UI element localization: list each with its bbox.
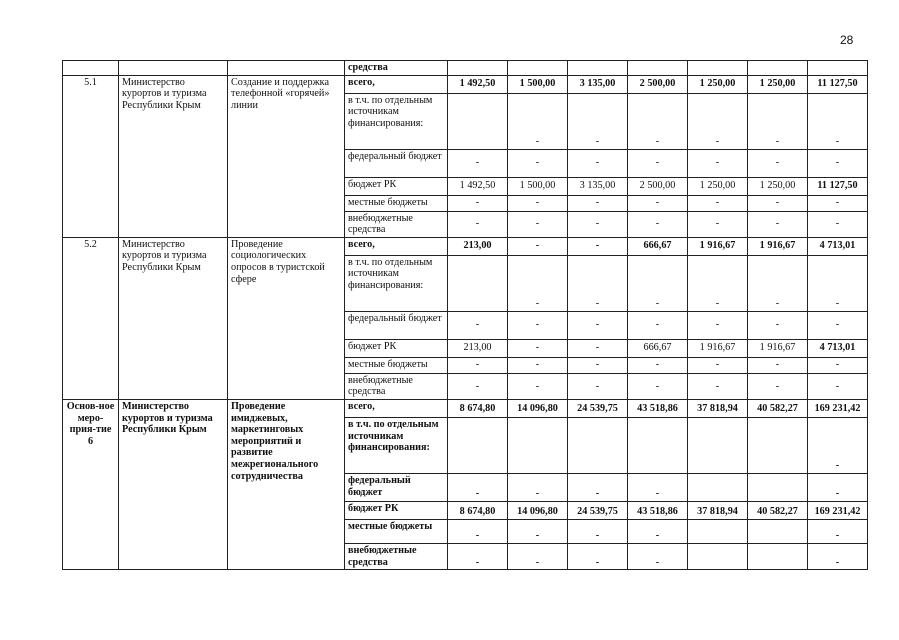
- value-cell: -: [628, 93, 688, 149]
- value-cell: -: [748, 211, 808, 237]
- value-cell: [448, 93, 508, 149]
- total-value-cell: -: [808, 543, 868, 569]
- total-value-cell: 11 127,50: [808, 177, 868, 195]
- value-cell: -: [568, 339, 628, 357]
- total-value-cell: -: [808, 519, 868, 543]
- value-cell: 43 518,86: [628, 501, 688, 519]
- value-cell: -: [748, 311, 808, 339]
- activity-cell: Проведение имиджевых, маркетинговых мероприятий и развитие межрегионального сотрудничества: [228, 399, 345, 569]
- value-cell: -: [568, 519, 628, 543]
- total-value-cell: -: [808, 473, 868, 501]
- value-cell: -: [688, 357, 748, 373]
- value-cell: [448, 61, 508, 76]
- value-cell: -: [628, 543, 688, 569]
- value-cell: [688, 519, 748, 543]
- total-value-cell: -: [808, 417, 868, 473]
- value-cell: -: [688, 93, 748, 149]
- value-cell: 14 096,80: [508, 501, 568, 519]
- source-label-cell: в т.ч. по отдельным источникам финансирования:: [345, 417, 448, 473]
- value-cell: 1 916,67: [688, 339, 748, 357]
- value-cell: -: [568, 255, 628, 311]
- value-cell: -: [508, 93, 568, 149]
- executor-cell: Министерство курортов и туризма Республики Крым: [119, 75, 228, 237]
- value-cell: -: [448, 543, 508, 569]
- value-cell: -: [508, 195, 568, 211]
- total-value-cell: 11 127,50: [808, 75, 868, 93]
- value-cell: 24 539,75: [568, 399, 628, 417]
- source-label-cell: внебюджетные средства: [345, 373, 448, 399]
- page-number: 28: [840, 33, 854, 47]
- value-cell: [748, 543, 808, 569]
- source-label-cell: местные бюджеты: [345, 519, 448, 543]
- value-cell: 14 096,80: [508, 399, 568, 417]
- value-cell: [808, 61, 868, 76]
- value-cell: -: [508, 339, 568, 357]
- value-cell: -: [748, 373, 808, 399]
- value-cell: -: [628, 255, 688, 311]
- total-value-cell: -: [808, 195, 868, 211]
- value-cell: 1 250,00: [748, 177, 808, 195]
- value-cell: -: [508, 211, 568, 237]
- value-cell: 40 582,27: [748, 399, 808, 417]
- value-cell: -: [688, 211, 748, 237]
- value-cell: -: [448, 519, 508, 543]
- value-cell: -: [568, 93, 628, 149]
- value-cell: -: [568, 149, 628, 177]
- total-value-cell: 4 713,01: [808, 237, 868, 255]
- code-cell: [63, 61, 119, 76]
- block-code-cell: 5.1: [63, 75, 119, 237]
- total-value-cell: -: [808, 373, 868, 399]
- source-label-cell: в т.ч. по отдельным источникам финансирования:: [345, 93, 448, 149]
- value-cell: 1 916,67: [748, 237, 808, 255]
- source-label-cell: в т.ч. по отдельным источникам финансирования:: [345, 255, 448, 311]
- value-cell: [748, 61, 808, 76]
- value-cell: 37 818,94: [688, 399, 748, 417]
- source-label-cell: местные бюджеты: [345, 195, 448, 211]
- activity-cell: Создание и поддержка телефонной «горячей» линии: [228, 75, 345, 237]
- value-cell: -: [568, 311, 628, 339]
- source-label-cell: внебюджетные средства: [345, 211, 448, 237]
- value-cell: 8 674,80: [448, 501, 508, 519]
- total-value-cell: 169 231,42: [808, 399, 868, 417]
- value-cell: -: [508, 311, 568, 339]
- value-cell: -: [568, 237, 628, 255]
- source-label-cell: местные бюджеты: [345, 357, 448, 373]
- value-cell: [688, 543, 748, 569]
- value-cell: [688, 61, 748, 76]
- value-cell: 666,67: [628, 339, 688, 357]
- value-cell: -: [688, 373, 748, 399]
- value-cell: -: [628, 357, 688, 373]
- table-row: [63, 237, 868, 255]
- value-cell: -: [688, 149, 748, 177]
- value-cell: -: [448, 195, 508, 211]
- total-value-cell: -: [808, 357, 868, 373]
- value-cell: -: [448, 211, 508, 237]
- table-row: [63, 61, 868, 76]
- value-cell: [748, 417, 808, 473]
- value-cell: 1 916,67: [688, 237, 748, 255]
- financing-table: [62, 60, 868, 570]
- value-cell: -: [508, 255, 568, 311]
- table-row: [63, 399, 868, 417]
- value-cell: -: [508, 473, 568, 501]
- value-cell: 3 135,00: [568, 75, 628, 93]
- table-row: [63, 75, 868, 93]
- block-code-cell: Основ-ное меро-прия-тие 6: [63, 399, 119, 569]
- value-cell: -: [568, 211, 628, 237]
- value-cell: -: [688, 195, 748, 211]
- value-cell: 40 582,27: [748, 501, 808, 519]
- table-body: [63, 61, 868, 570]
- activity-cell: [228, 61, 345, 76]
- source-label-cell: всего,: [345, 75, 448, 93]
- block-code-cell: 5.2: [63, 237, 119, 399]
- value-cell: 2 500,00: [628, 177, 688, 195]
- executor-cell: [119, 61, 228, 76]
- value-cell: -: [448, 311, 508, 339]
- executor-cell: Министерство курортов и туризма Республики Крым: [119, 237, 228, 399]
- value-cell: -: [748, 357, 808, 373]
- source-label-cell: бюджет РК: [345, 339, 448, 357]
- value-cell: -: [508, 149, 568, 177]
- value-cell: -: [508, 519, 568, 543]
- value-cell: 2 500,00: [628, 75, 688, 93]
- value-cell: -: [508, 373, 568, 399]
- value-cell: -: [508, 237, 568, 255]
- value-cell: -: [748, 149, 808, 177]
- value-cell: 43 518,86: [628, 399, 688, 417]
- value-cell: 1 250,00: [688, 75, 748, 93]
- value-cell: 666,67: [628, 237, 688, 255]
- value-cell: 3 135,00: [568, 177, 628, 195]
- source-label-cell: всего,: [345, 399, 448, 417]
- value-cell: [748, 473, 808, 501]
- value-cell: 37 818,94: [688, 501, 748, 519]
- value-cell: 1 250,00: [748, 75, 808, 93]
- value-cell: -: [568, 373, 628, 399]
- value-cell: -: [748, 195, 808, 211]
- source-label-cell: федеральный бюджет: [345, 149, 448, 177]
- value-cell: 1 492,50: [448, 177, 508, 195]
- source-label-cell: всего,: [345, 237, 448, 255]
- value-cell: 1 250,00: [688, 177, 748, 195]
- value-cell: [448, 417, 508, 473]
- value-cell: [748, 519, 808, 543]
- value-cell: -: [568, 543, 628, 569]
- value-cell: -: [748, 93, 808, 149]
- total-value-cell: -: [808, 311, 868, 339]
- value-cell: [508, 417, 568, 473]
- value-cell: -: [748, 255, 808, 311]
- value-cell: 1 492,50: [448, 75, 508, 93]
- value-cell: -: [448, 149, 508, 177]
- value-cell: [568, 61, 628, 76]
- value-cell: -: [448, 473, 508, 501]
- total-value-cell: -: [808, 211, 868, 237]
- source-label-cell: федеральный бюджет: [345, 311, 448, 339]
- value-cell: [628, 417, 688, 473]
- value-cell: -: [688, 311, 748, 339]
- value-cell: -: [628, 211, 688, 237]
- value-cell: [448, 255, 508, 311]
- value-cell: -: [508, 543, 568, 569]
- value-cell: [568, 417, 628, 473]
- value-cell: -: [568, 473, 628, 501]
- value-cell: -: [628, 195, 688, 211]
- value-cell: -: [568, 195, 628, 211]
- value-cell: [508, 61, 568, 76]
- value-cell: -: [628, 373, 688, 399]
- value-cell: 24 539,75: [568, 501, 628, 519]
- activity-cell: Проведение социологических опросов в туристской сфере: [228, 237, 345, 399]
- value-cell: -: [628, 311, 688, 339]
- source-label-cell: федеральный бюджет: [345, 473, 448, 501]
- total-value-cell: -: [808, 149, 868, 177]
- value-cell: 8 674,80: [448, 399, 508, 417]
- value-cell: -: [628, 473, 688, 501]
- value-cell: [688, 473, 748, 501]
- executor-cell: Министерство курортов и туризма Республики Крым: [119, 399, 228, 569]
- value-cell: [628, 61, 688, 76]
- total-value-cell: 4 713,01: [808, 339, 868, 357]
- value-cell: [688, 417, 748, 473]
- value-cell: -: [448, 357, 508, 373]
- value-cell: 1 500,00: [508, 75, 568, 93]
- total-value-cell: -: [808, 255, 868, 311]
- value-cell: -: [628, 149, 688, 177]
- source-label-cell: внебюджетные средства: [345, 543, 448, 569]
- value-cell: 1 500,00: [508, 177, 568, 195]
- value-cell: 213,00: [448, 237, 508, 255]
- value-cell: -: [568, 357, 628, 373]
- value-cell: -: [688, 255, 748, 311]
- value-cell: -: [448, 373, 508, 399]
- value-cell: 1 916,67: [748, 339, 808, 357]
- value-cell: 213,00: [448, 339, 508, 357]
- total-value-cell: 169 231,42: [808, 501, 868, 519]
- total-value-cell: -: [808, 93, 868, 149]
- value-cell: -: [508, 357, 568, 373]
- value-cell: -: [628, 519, 688, 543]
- source-label-cell: бюджет РК: [345, 501, 448, 519]
- source-label-cell: средства: [345, 61, 448, 76]
- source-label-cell: бюджет РК: [345, 177, 448, 195]
